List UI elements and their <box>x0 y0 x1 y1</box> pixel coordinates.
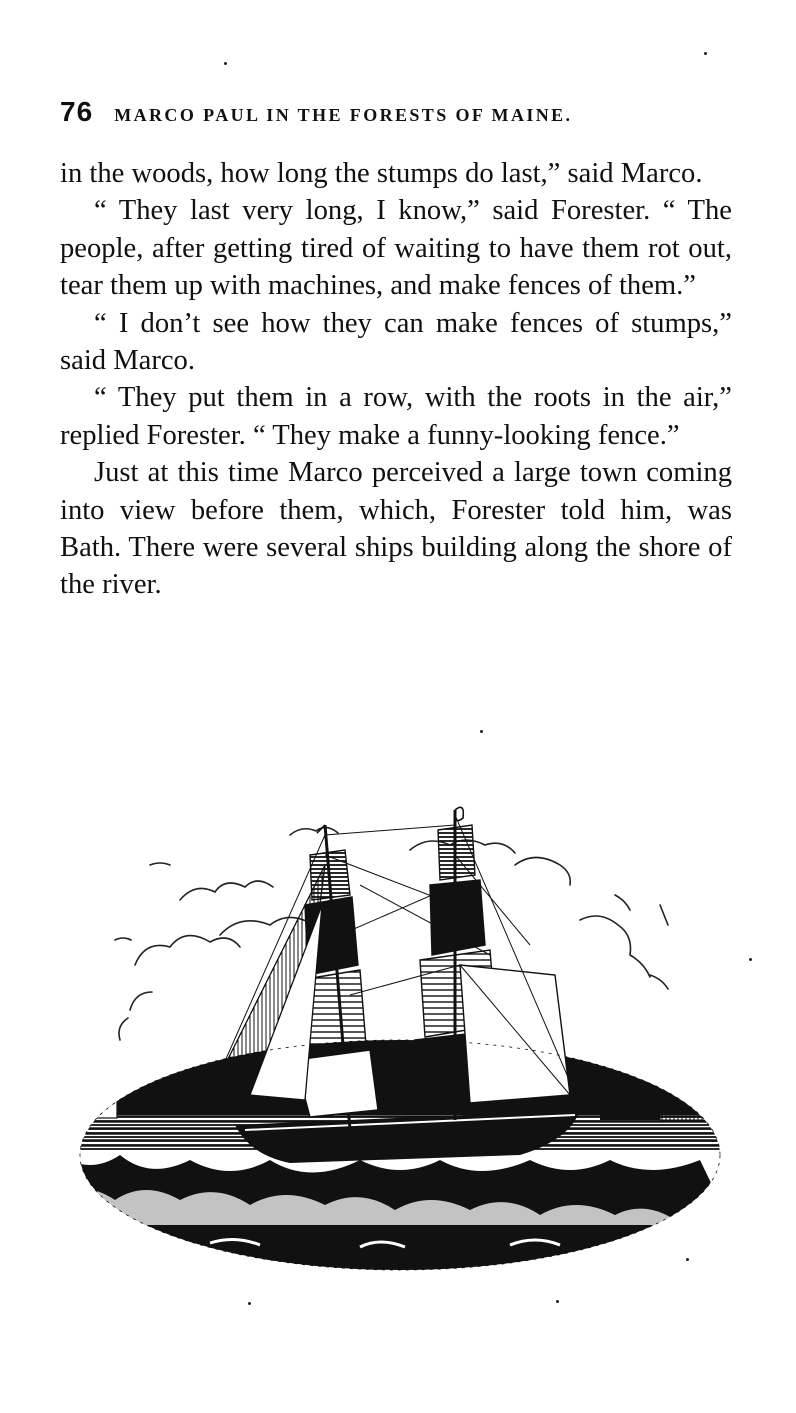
spanker-sail <box>460 965 570 1103</box>
paragraph-5: Just at this time Marco perceived a large town coming into view before them, which, Forester told him, was Bath. There were several ships building along the shore of the river. <box>60 457 732 601</box>
ship-engraving <box>60 795 760 1285</box>
page-number: 76 <box>60 96 94 127</box>
print-speck <box>480 730 483 733</box>
print-speck <box>749 958 752 961</box>
paragraph-3: “ I don’t see how they can make fences of stumps,” said Marco. <box>60 307 732 377</box>
running-title: MARCO PAUL IN THE FORESTS OF MAINE. <box>114 105 573 125</box>
print-speck <box>556 1300 559 1303</box>
paragraph-1: in the woods, how long the stumps do last,” said Marco. <box>60 158 703 189</box>
print-speck <box>224 62 227 65</box>
paragraph-2: “ They last very long, I know,” said Forester. “ The people, after getting tired of waiting to have them rot out, tear them up with machines, and make fences of them.” <box>60 195 732 302</box>
jib-sails <box>210 865 325 1100</box>
cloud-lines <box>115 827 668 1040</box>
print-speck <box>248 1302 251 1305</box>
print-speck <box>704 52 707 55</box>
print-speck <box>686 1258 689 1261</box>
running-header <box>60 96 732 132</box>
paragraph-4: “ They put them in a row, with the roots in the air,” replied Forester. “ They make a funny-looking fence.” <box>60 382 732 451</box>
body-text <box>60 155 732 604</box>
